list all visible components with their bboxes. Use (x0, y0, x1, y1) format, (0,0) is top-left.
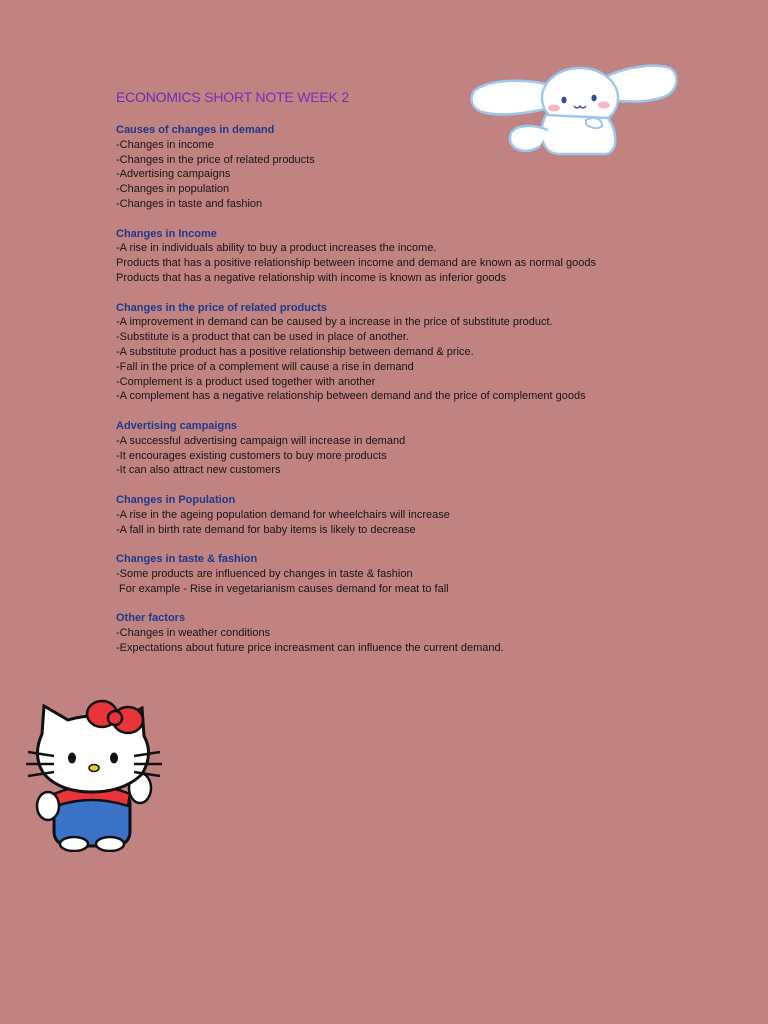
note-line: -A rise in individuals ability to buy a product increases the income. (116, 242, 437, 255)
note-line: Products that has a negative relationship with income is known as inferior goods (116, 271, 507, 284)
notes-section (116, 419, 716, 478)
section-heading: Changes in Income (116, 227, 217, 240)
note-line: -A successful advertising campaign will increase in demand (116, 434, 406, 447)
section-heading: Causes of changes in demand (116, 124, 275, 136)
note-line: -It can also attract new customers (116, 464, 281, 477)
notes-section (116, 552, 716, 596)
notes-content (116, 88, 716, 670)
section-heading: Changes in the price of related products (116, 301, 327, 314)
note-line: -Changes in income (116, 138, 214, 151)
note-line: Products that has a positive relationship between income and demand are known as normal goods (116, 257, 597, 270)
section-heading: Changes in taste & fashion (116, 553, 258, 566)
note-line: -Expectations about future price increasment can influence the current demand. (116, 641, 504, 654)
title-economics: ECONOMICS (116, 89, 205, 105)
section-heading: Other factors (116, 612, 186, 625)
notes-section (116, 611, 716, 655)
note-line: -Changes in population (116, 183, 230, 196)
note-line: -Complement is a product used together with another (116, 375, 376, 388)
note-line: -A complement has a negative relationship between demand and the price of complement goods (116, 390, 586, 403)
note-line: -A fall in birth rate demand for baby items is likely to decrease (116, 523, 416, 536)
notes-section (116, 227, 716, 286)
section-heading: Advertising campaigns (116, 419, 238, 432)
note-line: -Changes in taste and fashion (116, 197, 263, 210)
notes-section (116, 301, 716, 405)
section-heading: Changes in Population (116, 493, 236, 506)
note-line: -Substitute is a product that can be used in place of another. (116, 331, 409, 344)
note-line: -Changes in weather conditions (116, 627, 271, 640)
note-line: -It encourages existing customers to buy more products (116, 449, 387, 462)
note-line: -A rise in the ageing population demand for wheelchairs will increase (116, 508, 450, 521)
title-short-note: SHORT NOTE WEEK 2 (204, 89, 349, 105)
hello-kitty-sticker-icon (24, 694, 164, 852)
note-line: -Fall in the price of a complement will cause a rise in demand (116, 360, 414, 373)
notes-section (116, 493, 716, 537)
note-line: For example - Rise in vegetarianism causes demand for meat to fall (116, 582, 449, 595)
cinnamoroll-sticker-icon (468, 60, 680, 162)
note-line: -Some products are influenced by changes in taste & fashion (116, 567, 413, 580)
note-line: -Advertising campaigns (116, 168, 231, 181)
notes-sections (116, 123, 716, 656)
note-line: -A improvement in demand can be caused by a increase in the price of substitute product. (116, 316, 553, 329)
note-line: -A substitute product has a positive relationship between demand & price. (116, 345, 474, 358)
note-line: -Changes in the price of related products (116, 153, 315, 166)
